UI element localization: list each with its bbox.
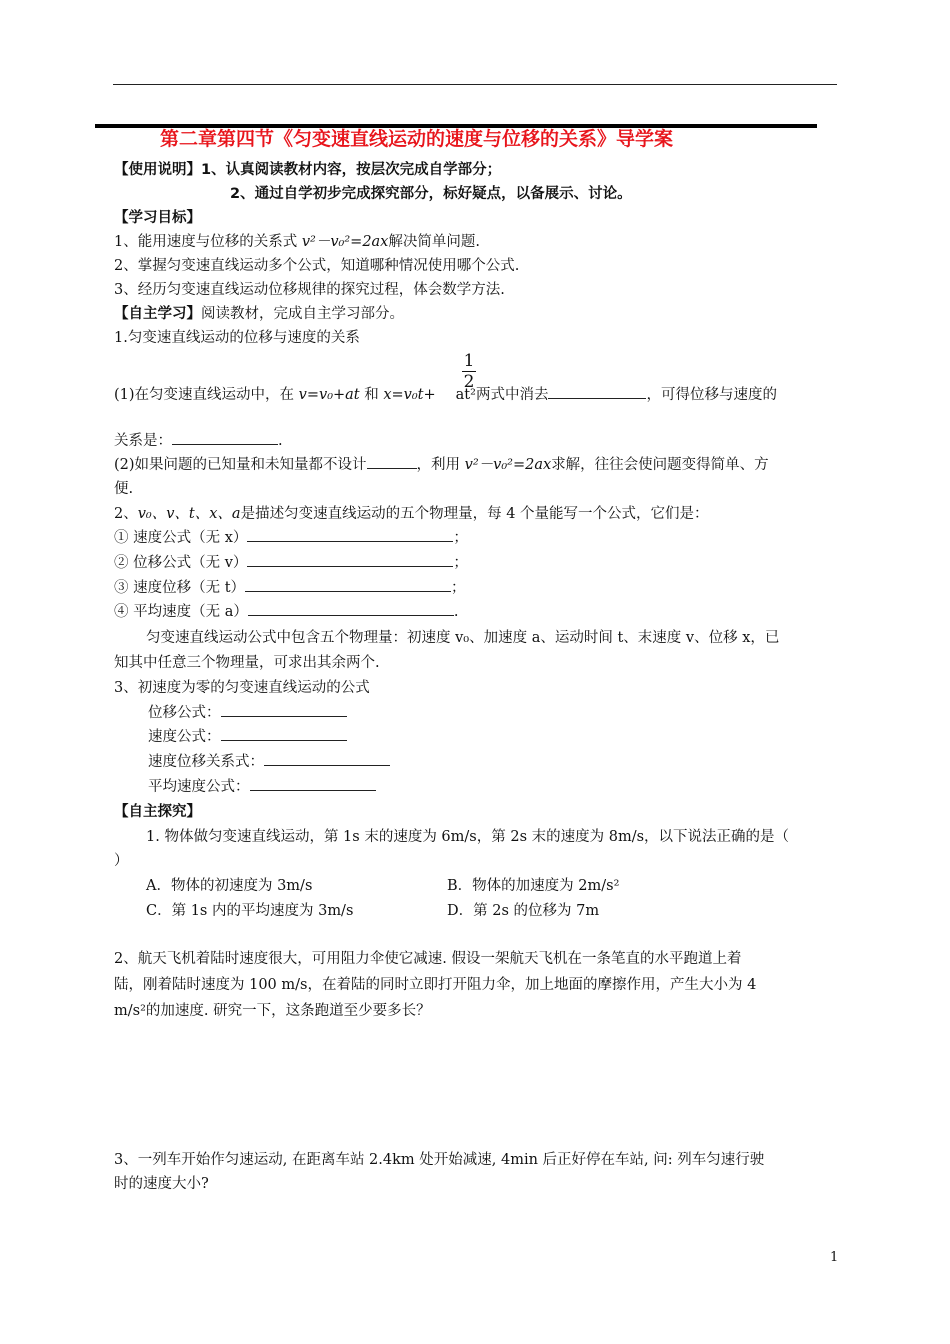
blank-formula-2[interactable]: [247, 554, 453, 567]
usage-label: 【使用说明】: [114, 162, 201, 178]
paragraph-2-cont: 便.: [114, 481, 134, 497]
formula-item-4: ④ 平均速度（无 a） .: [114, 604, 459, 620]
self-study-line: [114, 302, 404, 323]
section-1-heading: 1.匀变速直线运动的位移与速度的关系: [114, 330, 360, 346]
goal-2: 2、掌握匀变速直线运动多个公式，知道哪种情况使用哪个公式.: [114, 258, 520, 274]
option-b[interactable]: B．物体的加速度为 2m/s²: [447, 878, 620, 894]
blank-formula-4[interactable]: [248, 603, 454, 616]
goals-label: 【学习目标】: [114, 210, 201, 226]
zero-formula-3: 速度位移关系式：: [148, 750, 390, 771]
fraction-one-half: 1 2: [463, 351, 475, 392]
question-1: 1. 物体做匀变速直线运动，第 1s 末的速度为 6m/s，第 2s 末的速度为 8m/s，以下说法正确的是（: [146, 829, 790, 845]
question-3-line-1: 3、一列车开始作匀速运动, 在距离车站 2.4km 处开始减速, 4min 后正好停在车站, 问: 列车匀速行驶: [114, 1152, 765, 1168]
formula-item-1: ① 速度公式（无 x） ；: [114, 530, 468, 546]
usage-text-1: 1、认真阅读教材内容，按层次完成自学部分；: [201, 162, 502, 178]
blank-relation[interactable]: [172, 432, 278, 445]
paragraph-2: (2)如果问题的已知量和未知量都不设计 ，利用 v²－v₀²=2ax求解，往往会使问题变得简单、方: [114, 457, 769, 473]
formula-item-2: ② 位移公式（无 v） ；: [114, 555, 468, 571]
explore-label: 【自主探究】: [114, 804, 201, 820]
zero-formula-2: 速度公式：: [148, 725, 347, 746]
paragraph-1-cont: 关系是： .: [114, 433, 283, 449]
zero-formula-1: 位移公式：: [148, 701, 347, 722]
section-3-heading: 3、初速度为零的匀变速直线运动的公式: [114, 680, 370, 696]
self-study-label: 【自主学习】: [114, 306, 201, 322]
question-1-end: ）: [114, 853, 129, 869]
blank-zero-1[interactable]: [221, 704, 347, 717]
option-c[interactable]: C．第 1s 内的平均速度为 3m/s: [146, 903, 354, 919]
question-2-line-2: 陆，刚着陆时速度为 100 m/s，在着陆的同时立即打开阻力伞，加上地面的摩擦作用，产生大小为 4: [114, 977, 757, 993]
option-a[interactable]: A．物体的初速度为 3m/s: [146, 878, 313, 894]
goal-1: 1、能用速度与位移的关系式 v²－v₀²=2ax解决简单问题.: [114, 234, 480, 250]
blank-design[interactable]: [367, 456, 417, 469]
zero-formula-4: 平均速度公式：: [148, 775, 376, 796]
blank-zero-4[interactable]: [250, 778, 376, 791]
formula-item-3: ③ 速度位移（无 t） ；: [114, 580, 466, 596]
question-2-line-1: 2、航天飞机着陆时速度很大，可用阻力伞使它减速. 假设一架航天飞机在一条笔直的水平跑道上着: [114, 951, 742, 967]
summary-line-2: 知其中任意三个物理量，可求出其余两个.: [114, 655, 380, 671]
self-study-intro: 阅读教材，完成自主学习部分。: [201, 306, 404, 322]
blank-formula-3[interactable]: [245, 579, 451, 592]
document-title: 第二章第四节《匀变速直线运动的速度与位移的关系》导学案: [160, 128, 674, 150]
blank-zero-3[interactable]: [264, 753, 390, 766]
goal-3: 3、经历匀变速直线运动位移规律的探究过程，体会数学方法.: [114, 282, 505, 298]
blank-formula-1[interactable]: [247, 529, 453, 542]
page-number: 1: [830, 1250, 839, 1265]
usage-line-2: 2、通过自学初步完成探究部分，标好疑点，以备展示、讨论。: [230, 186, 632, 202]
blank-eliminate[interactable]: [548, 386, 646, 399]
question-3-line-2: 时的速度大小?: [114, 1176, 209, 1192]
option-d[interactable]: D．第 2s 的位移为 7m: [447, 903, 600, 919]
section-2-heading: 2、v₀、v、t、x、a是描述匀变速直线运动的五个物理量，每 4 个量能写一个公式，它们是：: [114, 506, 709, 522]
blank-zero-2[interactable]: [221, 728, 347, 741]
question-2-line-3: m/s²的加速度. 研究一下，这条跑道至少要多长？: [114, 1003, 431, 1019]
usage-line-1: [114, 158, 501, 179]
summary-line-1: 匀变速直线运动公式中包含五个物理量：初速度 v₀、加速度 a、运动时间 t、末速度 v、位移 x，已: [146, 630, 780, 646]
formula: v²－v₀²=2ax: [301, 234, 389, 250]
header-rule: [113, 84, 837, 85]
paragraph-1: (1)在匀变速直线运动中，在 v=v₀+at 和 x=v₀t+ at²两式中消去 ，可得位移与速度的: [114, 387, 777, 403]
